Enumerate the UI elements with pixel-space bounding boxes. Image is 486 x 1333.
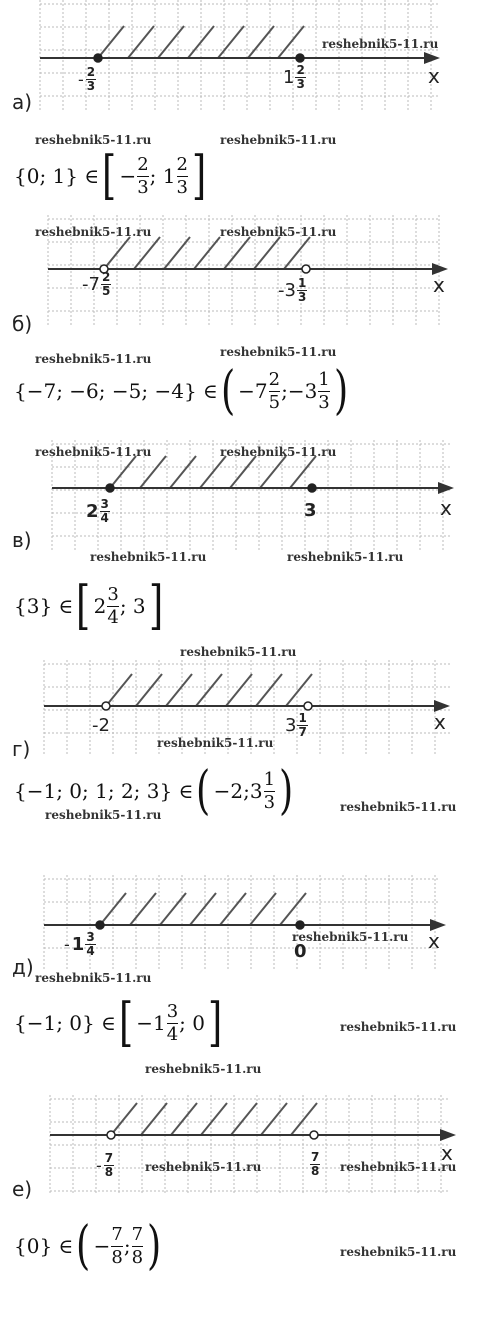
panel-b: [0, 215, 486, 425]
axis-label-f: x: [441, 1141, 453, 1165]
hatch-mark: [280, 893, 306, 925]
watermark: reshebnik5-11.ru: [35, 133, 152, 147]
watermark: reshebnik5-11.ru: [287, 550, 404, 564]
hatch-mark: [286, 674, 312, 706]
hatch-mark: [196, 674, 222, 706]
open-endpoint: [302, 265, 310, 273]
statement-a: {0; 1} ∈ [ − $\frac{2}{3}$ ; 1 2 3 ]: [14, 146, 207, 206]
watermark: reshebnik5-11.ru: [322, 37, 439, 51]
closed-endpoint: [96, 921, 104, 929]
panel-c: [0, 440, 486, 659]
closed-endpoint: [296, 54, 304, 62]
left-endpoint-label-b: -7 2 5: [82, 270, 111, 298]
axis-label-d: x: [434, 710, 446, 734]
right-endpoint-label-b: -3 1 3: [278, 276, 307, 304]
right-endpoint-label-e: 0: [294, 941, 307, 962]
statement-b: {−7; −6; −5; −4} ∈ ( −7 2 5 ; −3 1 3 ): [14, 361, 349, 421]
panel-letter-a: а): [12, 90, 33, 114]
open-endpoint: [107, 1131, 115, 1139]
statement-f: {0} ∈ ( − $\frac{7}{8}$ ; 7 8 ): [14, 1216, 162, 1276]
watermark: reshebnik5-11.ru: [180, 645, 297, 659]
panel-f: [0, 1095, 486, 1333]
hatch-mark: [201, 1103, 227, 1135]
statement-c: {3} ∈ [ 2 3 4 ; 3 ]: [14, 576, 163, 636]
watermark: reshebnik5-11.ru: [340, 1245, 457, 1259]
closed-endpoint: [94, 54, 102, 62]
closed-endpoint: [296, 921, 304, 929]
hatch-mark: [170, 456, 196, 488]
watermark: reshebnik5-11.ru: [45, 808, 162, 822]
hatch-mark: [171, 1103, 197, 1135]
hatch-mark: [190, 893, 216, 925]
right-endpoint-label-c: 3: [304, 500, 317, 521]
closed-endpoint: [308, 484, 316, 492]
panel-e: [0, 875, 486, 1090]
hatch-mark: [98, 26, 124, 58]
left-endpoint-label-d: -2: [92, 715, 110, 736]
watermark: reshebnik5-11.ru: [220, 345, 337, 359]
watermark: reshebnik5-11.ru: [35, 971, 152, 985]
hatch-mark: [250, 893, 276, 925]
axis-arrow: [424, 52, 440, 64]
axis-label-a: x: [428, 64, 440, 88]
hatch-mark: [106, 674, 132, 706]
axis-arrow: [440, 1129, 456, 1141]
left-endpoint-label-f: - 7 8: [96, 1151, 114, 1179]
watermark: reshebnik5-11.ru: [35, 352, 152, 366]
left-endpoint-label-c: 2 3 4: [86, 497, 109, 525]
hatch-mark: [136, 674, 162, 706]
axis-arrow: [438, 482, 454, 494]
panel-d: [0, 660, 486, 860]
number-line-a: [0, 0, 486, 120]
watermark: reshebnik5-11.ru: [292, 930, 409, 944]
panel-letter-e: д): [12, 955, 34, 979]
number-line-d: [0, 660, 486, 770]
number-line-f: [0, 1095, 486, 1205]
open-endpoint: [304, 702, 312, 710]
statement-d: {−1; 0; 1; 2; 3} ∈ ( −2 ; 3 1 3 ): [14, 761, 294, 821]
right-endpoint-label-a: 1 2 3: [283, 63, 305, 91]
watermark: reshebnik5-11.ru: [220, 133, 337, 147]
open-endpoint: [310, 1131, 318, 1139]
hatch-mark: [166, 674, 192, 706]
hatch-mark: [218, 26, 244, 58]
panel-a: [0, 0, 486, 210]
watermark: reshebnik5-11.ru: [35, 445, 152, 459]
hatch-mark: [128, 26, 154, 58]
hatch-mark: [111, 1103, 137, 1135]
hatch-mark: [226, 674, 252, 706]
left-endpoint-label-a: - 2 3: [78, 65, 96, 93]
hatch-mark: [130, 893, 156, 925]
hatch-mark: [261, 1103, 287, 1135]
watermark: reshebnik5-11.ru: [220, 225, 337, 239]
right-endpoint-label-f: 7 8: [311, 1150, 320, 1178]
panel-letter-c: в): [12, 528, 32, 552]
hatch-mark: [291, 1103, 317, 1135]
watermark: reshebnik5-11.ru: [340, 1160, 457, 1174]
watermark: reshebnik5-11.ru: [220, 445, 337, 459]
hatch-mark: [290, 456, 316, 488]
statement-e: {−1; 0} ∈ [ −1 3 4 ; 0 ]: [14, 993, 223, 1053]
panel-letter-b: б): [12, 312, 33, 336]
axis-label-c: x: [440, 496, 452, 520]
watermark: reshebnik5-11.ru: [145, 1160, 262, 1174]
watermark: reshebnik5-11.ru: [90, 550, 207, 564]
watermark: reshebnik5-11.ru: [340, 1020, 457, 1034]
hatch-mark: [278, 26, 304, 58]
hatch-mark: [220, 893, 246, 925]
hatch-mark: [158, 26, 184, 58]
hatch-mark: [141, 1103, 167, 1135]
panel-letter-d: г): [12, 737, 31, 761]
axis-label-b: x: [433, 273, 445, 297]
hatch-mark: [231, 1103, 257, 1135]
hatch-mark: [110, 456, 136, 488]
hatch-mark: [230, 456, 256, 488]
watermark: reshebnik5-11.ru: [157, 736, 274, 750]
left-endpoint-label-e: - 1 3 4: [64, 930, 95, 958]
hatch-mark: [256, 674, 282, 706]
right-endpoint-label-d: 3 1 7: [285, 711, 307, 739]
axis-label-e: x: [428, 929, 440, 953]
closed-endpoint: [106, 484, 114, 492]
watermark: reshebnik5-11.ru: [145, 1062, 262, 1076]
number-line-e: [0, 875, 486, 985]
watermark: reshebnik5-11.ru: [340, 800, 457, 814]
open-endpoint: [102, 702, 110, 710]
watermark: reshebnik5-11.ru: [35, 225, 152, 239]
panel-letter-f: е): [12, 1177, 33, 1201]
